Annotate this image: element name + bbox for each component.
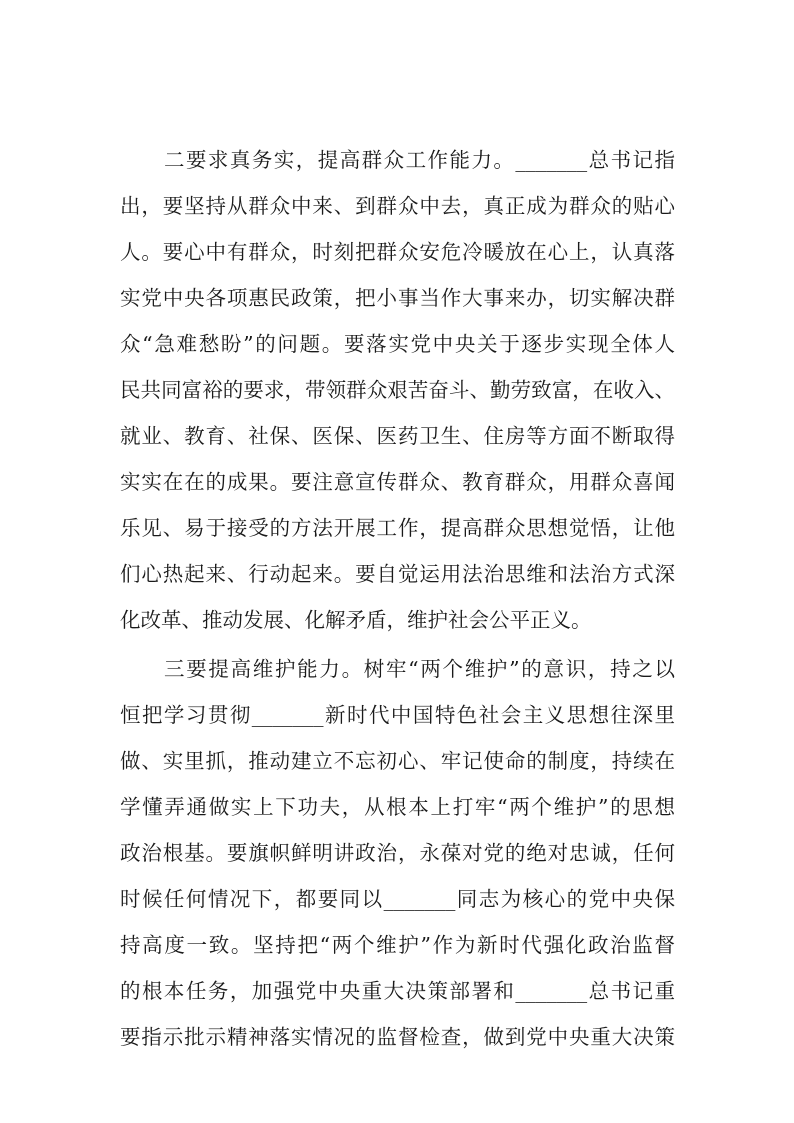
text-line: 二要求真务实，提高群众工作能力。_______总书记指	[164, 148, 675, 172]
text-line: 实党中央各项惠民政策，把小事当作大事来办，切实解决群	[120, 286, 675, 310]
text-line: 乐见、易于接受的方法开展工作，提高群众思想觉悟，让他	[120, 516, 675, 540]
paragraph-two-upholds	[120, 646, 675, 1060]
text-line: 民共同富裕的要求，带领群众艰苦奋斗、勤劳致富，在收入、	[120, 378, 675, 402]
text-line: 持高度一致。坚持把“两个维护”作为新时代强化政治监督	[120, 933, 675, 957]
text-line: 众“急难愁盼”的问题。要落实党中央关于逐步实现全体人	[120, 332, 675, 356]
text-line: 的根本任务，加强党中央重大决策部署和_______总书记重	[120, 979, 675, 1003]
text-line: 人。要心中有群众，时刻把群众安危冷暖放在心上，认真落	[120, 240, 675, 264]
text-line: 三要提高维护能力。树牢“两个维护”的意识，持之以	[164, 657, 675, 681]
text-line: 恒把学习贯彻_______新时代中国特色社会主义思想往深里	[120, 703, 675, 727]
text-line: 时候任何情况下，都要同以_______同志为核心的党中央保	[120, 887, 675, 911]
text-line: 学懂弄通做实上下功夫，从根本上打牢“两个维护”的思想	[120, 795, 675, 819]
text-line: 们心热起来、行动起来。要自觉运用法治思维和法治方式深	[120, 562, 675, 586]
paragraph-mass-work	[120, 137, 675, 643]
text-line: 化改革、推动发展、化解矛盾，维护社会公平正义。	[120, 608, 592, 632]
text-line: 政治根基。要旗帜鲜明讲政治，永葆对党的绝对忠诚，任何	[120, 841, 675, 865]
text-line: 做、实里抓，推动建立不忘初心、牢记使命的制度，持续在	[120, 749, 675, 773]
text-line: 实实在在的成果。要注意宣传群众、教育群众，用群众喜闻	[120, 470, 675, 494]
text-line: 要指示批示精神落实情况的监督检查，做到党中央重大决策	[120, 1025, 675, 1049]
text-line: 就业、教育、社保、医保、医药卫生、住房等方面不断取得	[120, 424, 675, 448]
text-line: 出，要坚持从群众中来、到群众中去，真正成为群众的贴心	[120, 194, 675, 218]
